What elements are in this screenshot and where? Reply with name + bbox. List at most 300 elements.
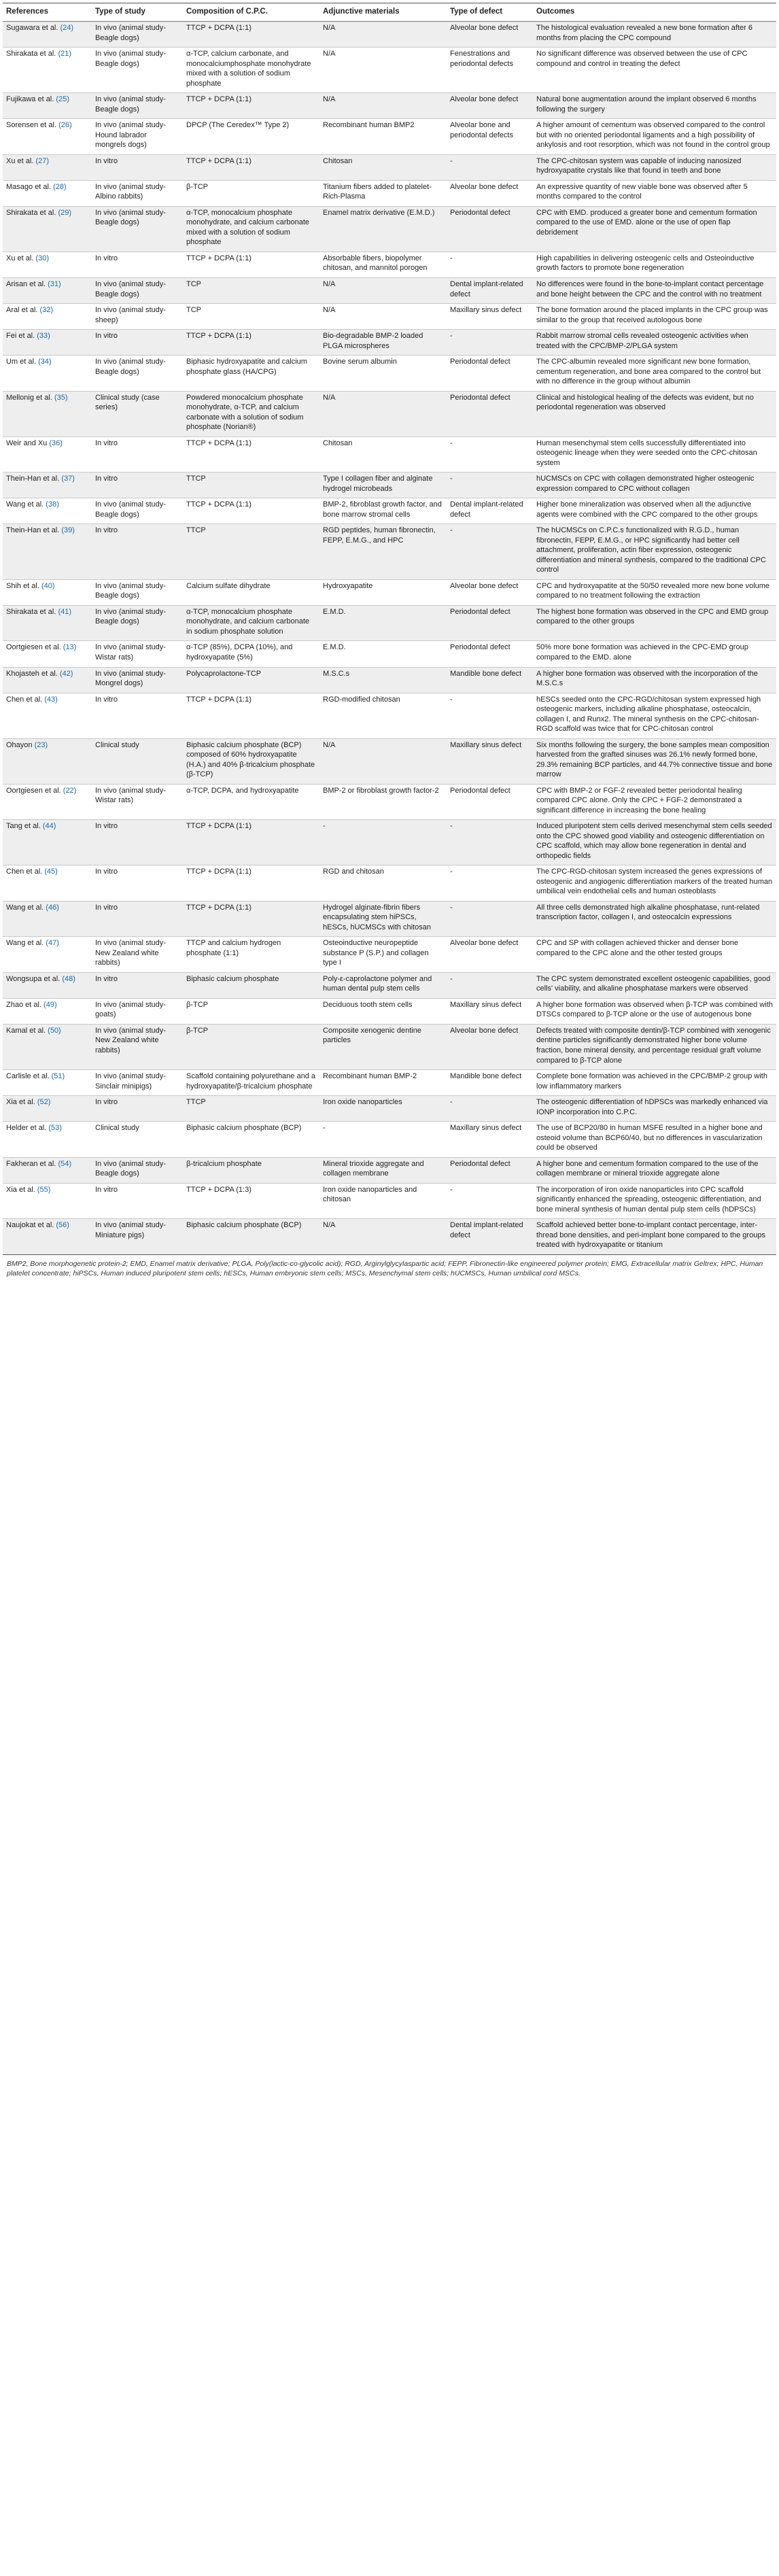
reference-cell [3, 1122, 92, 1158]
reference-author: Shirakata et al. [6, 607, 56, 616]
reference-link[interactable]: (52) [37, 1098, 51, 1107]
reference-link[interactable]: (41) [58, 607, 71, 616]
reference-author: Ohayon [6, 740, 33, 749]
reference-link[interactable]: (22) [63, 786, 77, 795]
composition-cell: Powdered monocalcium phosphate monohydrate, α-TCP, and calcium carbonate with a solution of sodium phosphate (Norian®) [183, 391, 319, 436]
reference-cell [3, 330, 92, 356]
type-of-defect-cell: Alveolar bone defect [447, 1024, 533, 1069]
reference-link[interactable]: (47) [46, 939, 59, 948]
type-of-defect-cell: Mandible bone defect [447, 1070, 533, 1096]
reference-link[interactable]: (30) [35, 254, 49, 262]
type-of-study-cell: Clinical study [92, 738, 183, 784]
reference-link[interactable]: (43) [44, 695, 58, 704]
type-of-study-cell: In vivo (animal study-Beagle dogs) [92, 278, 183, 304]
adjunctive-materials-cell: RGD and chitosan [319, 865, 447, 901]
adjunctive-materials-cell: E.M.D. [319, 641, 447, 667]
table-row [3, 1219, 776, 1255]
reference-cell [3, 1070, 92, 1096]
reference-author: Khojasteh et al. [6, 669, 58, 678]
header-references: References [3, 3, 92, 22]
table-row [3, 1183, 776, 1219]
reference-author: Sugawara et al. [6, 24, 58, 33]
composition-cell: Biphasic calcium phosphate [183, 972, 319, 998]
composition-cell: TTCP [183, 1096, 319, 1122]
reference-author: Arisan et al. [6, 280, 46, 288]
reference-link[interactable]: (38) [46, 500, 59, 509]
type-of-defect-cell: - [447, 1096, 533, 1122]
table-header-row [3, 3, 776, 22]
adjunctive-materials-cell: Composite xenogenic dentine particles [319, 1024, 447, 1069]
type-of-defect-cell: Alveolar bone defect [447, 22, 533, 48]
adjunctive-materials-cell: Enamel matrix derivative (E.M.D.) [319, 206, 447, 252]
type-of-defect-cell: Maxillary sinus defect [447, 998, 533, 1024]
table-row [3, 784, 776, 820]
reference-link[interactable]: (37) [61, 475, 75, 483]
composition-cell: Calcium sulfate dihydrate [183, 579, 319, 605]
adjunctive-materials-cell: Poly-ε-caprolactone polymer and human dental pulp stem cells [319, 972, 447, 998]
composition-cell: Biphasic hydroxyapatite and calcium phosphate glass (HA/CPG) [183, 356, 319, 392]
composition-cell: TTCP + DCPA (1:3) [183, 1183, 319, 1219]
outcome-cell: The osteogenic differentiation of hDPSCs was markedly enhanced via IONP incorporation into C.P.C. [533, 1096, 776, 1122]
outcome-cell: The CPC-chitosan system was capable of inducing nanosized hydroxyapatite crystals like that found in teeth and bone [533, 154, 776, 180]
type-of-defect-cell: Alveolar bone and periodontal defects [447, 119, 533, 155]
header-outcomes: Outcomes [533, 3, 776, 22]
type-of-study-cell: In vivo (animal study-Beagle dogs) [92, 498, 183, 524]
reference-author: Xia et al. [6, 1185, 35, 1194]
reference-cell [3, 1096, 92, 1122]
composition-cell: TTCP + DCPA (1:1) [183, 93, 319, 119]
reference-author: Um et al. [6, 358, 37, 366]
table-row [3, 641, 776, 667]
reference-author: Chen et al. [6, 695, 43, 704]
table-row [3, 119, 776, 155]
type-of-defect-cell: Mandible bone defect [447, 667, 533, 693]
reference-cell [3, 784, 92, 820]
reference-link[interactable]: (21) [58, 50, 71, 58]
reference-link[interactable]: (53) [48, 1124, 62, 1133]
reference-link[interactable]: (54) [58, 1159, 71, 1168]
outcome-cell: Natural bone augmentation around the implant observed 6 months following the surgery [533, 93, 776, 119]
table-row [3, 473, 776, 498]
type-of-defect-cell: Periodontal defect [447, 784, 533, 820]
reference-author: Thein-Han et al. [6, 475, 60, 483]
type-of-defect-cell: - [447, 1183, 533, 1219]
composition-cell: α-TCP, monocalcium phosphate monohydrate, and calcium carbonate in sodium phosphate solution [183, 605, 319, 641]
type-of-defect-cell: Fenestrations and periodontal defects [447, 48, 533, 93]
type-of-defect-cell: - [447, 972, 533, 998]
reference-link[interactable]: (26) [58, 121, 72, 130]
type-of-defect-cell: Alveolar bone defect [447, 93, 533, 119]
composition-cell: TTCP + DCPA (1:1) [183, 820, 319, 865]
outcome-cell: The bone formation around the placed implants in the CPC group was similar to the group that received autologous bone [533, 304, 776, 330]
reference-author: Wongsupa et al. [6, 974, 60, 983]
reference-author: Xu et al. [6, 156, 34, 165]
outcome-cell: A higher bone formation was observed when β-TCP was combined with DTSCs compared to β-TCP alone or the use of autogenous bone [533, 998, 776, 1024]
reference-cell [3, 1157, 92, 1183]
reference-author: Oortgiesen et al. [6, 643, 61, 652]
type-of-defect-cell: Dental implant-related defect [447, 1219, 533, 1255]
adjunctive-materials-cell: - [319, 1122, 447, 1158]
type-of-study-cell: In vivo (animal study-goats) [92, 998, 183, 1024]
outcome-cell: A higher amount of cementum was observed compared to the control but with no oriented periodontal ligaments and a high possibility of ankylosis and root resorption, which was not found in the control group [533, 119, 776, 155]
reference-link[interactable]: (48) [62, 974, 75, 983]
table-row [3, 1122, 776, 1158]
outcome-cell: Complete bone formation was achieved in the CPC/BMP-2 group with low inflammatory markers [533, 1070, 776, 1096]
reference-author: Fei et al. [6, 332, 35, 341]
outcome-cell: A higher bone formation was observed with the incorporation of the M.S.C.s [533, 667, 776, 693]
table-row [3, 937, 776, 973]
table-row [3, 901, 776, 937]
reference-link[interactable]: (33) [37, 332, 50, 341]
table-row [3, 1070, 776, 1096]
reference-cell [3, 48, 92, 93]
type-of-defect-cell: - [447, 252, 533, 277]
reference-author: Wang et al. [6, 500, 44, 509]
type-of-study-cell: In vitro [92, 252, 183, 277]
composition-cell: TCP [183, 304, 319, 330]
reference-link[interactable]: (55) [37, 1185, 51, 1194]
outcome-cell: The CPC system demonstrated excellent osteogenic capabilities, good cells' viability, and alkaline phosphatase markers were observed [533, 972, 776, 998]
adjunctive-materials-cell: Bovine serum albumin [319, 356, 447, 392]
outcome-cell: Clinical and histological healing of the defects was evident, but no periodontal regeneration was observed [533, 391, 776, 436]
table-row [3, 436, 776, 473]
adjunctive-materials-cell: Mineral trioxide aggregate and collagen membrane [319, 1157, 447, 1183]
adjunctive-materials-cell: Hydroxyapatite [319, 579, 447, 605]
reference-author: Thein-Han et al. [6, 526, 60, 535]
type-of-defect-cell: Periodontal defect [447, 641, 533, 667]
outcome-cell: No significant difference was observed between the use of CPC compound and control in treating the defect [533, 48, 776, 93]
reference-link[interactable]: (49) [44, 1000, 57, 1009]
adjunctive-materials-cell: M.S.C.s [319, 667, 447, 693]
reference-cell [3, 998, 92, 1024]
type-of-study-cell: In vivo (animal study-sheep) [92, 304, 183, 330]
adjunctive-materials-cell: N/A [319, 391, 447, 436]
type-of-defect-cell: Periodontal defect [447, 356, 533, 392]
reference-cell [3, 693, 92, 738]
reference-author: Masago et al. [6, 182, 52, 191]
type-of-defect-cell: - [447, 693, 533, 738]
adjunctive-materials-cell: Absorbable fibers, biopolymer chitosan, and mannitol porogen [319, 252, 447, 277]
type-of-study-cell: In vivo (animal study-Beagle dogs) [92, 48, 183, 93]
adjunctive-materials-cell: BMP-2 or fibroblast growth factor-2 [319, 784, 447, 820]
type-of-defect-cell: Maxillary sinus defect [447, 1122, 533, 1158]
reference-link[interactable]: (36) [49, 439, 63, 447]
outcome-cell: Scaffold achieved better bone-to-implant contact percentage, inter-thread bone densities, and peri-implant bone compared to the groups treated with hydroxyapatite or titanium [533, 1219, 776, 1255]
composition-cell: TTCP + DCPA (1:1) [183, 22, 319, 48]
reference-cell [3, 937, 92, 973]
type-of-defect-cell: - [447, 524, 533, 580]
adjunctive-materials-cell: Type I collagen fiber and alginate hydrogel microbeads [319, 473, 447, 498]
type-of-study-cell: In vitro [92, 154, 183, 180]
adjunctive-materials-cell: Osteoinductive neuropeptide substance P (S.P.) and collagen type I [319, 937, 447, 973]
reference-author: Xia et al. [6, 1098, 35, 1107]
type-of-study-cell: In vitro [92, 972, 183, 998]
table-row [3, 304, 776, 330]
adjunctive-materials-cell: N/A [319, 48, 447, 93]
table-footnote: BMP2, Bone morphogenetic protein-2; EMD, Enamel matrix derivative; PLGA, Poly(lactic-co-glycolic acid); RGD, Arginylglycylaspartic acid; FEPP, Fibronectin-like engineered polymer protein; EMG, Extracellular matrix Geltrex; HPC, Human platelet concentrate; hiPSCs, Human induced pluripotent stem cells; hESCs, Human embryonic stem cells; MSCs, Mesenchymal stem cells; hUCMSCs, Human umbilical cord MSCs. [7, 1259, 763, 1277]
composition-cell: Scaffold containing polyurethane and a hydroxyapatite/β-tricalcium phosphate [183, 1070, 319, 1096]
composition-cell: TTCP [183, 473, 319, 498]
table-row [3, 391, 776, 436]
reference-author: Wang et al. [6, 939, 44, 948]
type-of-study-cell: In vivo (animal study-Sinclair minipigs) [92, 1070, 183, 1096]
composition-cell: TCP [183, 278, 319, 304]
type-of-defect-cell: Periodontal defect [447, 605, 533, 641]
reference-author: Shirakata et al. [6, 50, 56, 58]
type-of-study-cell: In vitro [92, 865, 183, 901]
outcome-cell: No differences were found in the bone-to-implant contact percentage and bone height between the CPC and the control with no treatment [533, 278, 776, 304]
adjunctive-materials-cell: Iron oxide nanoparticles [319, 1096, 447, 1122]
table-row [3, 667, 776, 693]
type-of-study-cell: In vitro [92, 436, 183, 473]
reference-link[interactable]: (32) [39, 306, 54, 315]
reference-link[interactable]: (24) [60, 24, 74, 33]
type-of-study-cell: In vivo (animal study-Beagle dogs) [92, 22, 183, 48]
reference-author: Shih et al. [6, 581, 39, 590]
table-body [3, 22, 776, 1255]
adjunctive-materials-cell: RGD peptides, human fibronectin, FEPP, E.M.G., and HPC [319, 524, 447, 580]
table-row [3, 330, 776, 356]
outcome-cell: The CPC-albumin revealed more significant new bone formation, cementum regeneration, and bone area compared to the control but with no difference in the group without albumin [533, 356, 776, 392]
table-row [3, 154, 776, 180]
reference-author: Aral et al. [6, 306, 38, 315]
outcome-cell: A higher bone and cementum formation compared to the use of the collagen membrane or mineral trioxide aggregate alone [533, 1157, 776, 1183]
composition-cell: TTCP and calcium hydrogen phosphate (1:1) [183, 937, 319, 973]
composition-cell: β-tricalcium phosphate [183, 1157, 319, 1183]
type-of-study-cell: In vivo (animal study-Albino rabbits) [92, 180, 183, 206]
type-of-defect-cell: Periodontal defect [447, 391, 533, 436]
adjunctive-materials-cell: Recombinant human BMP2 [319, 119, 447, 155]
outcome-cell: An expressive quantity of new viable bone was observed after 5 months compared to the control [533, 180, 776, 206]
reference-author: Chen et al. [6, 868, 43, 876]
reference-cell [3, 206, 92, 252]
composition-cell: α-TCP, monocalcium phosphate monohydrate, and calcium carbonate mixed with a solution of sodium phosphate [183, 206, 319, 252]
adjunctive-materials-cell: N/A [319, 1219, 447, 1255]
header-composition: Composition of C.P.C. [183, 3, 319, 22]
type-of-study-cell: In vivo (animal study-Beagle dogs) [92, 93, 183, 119]
adjunctive-materials-cell: N/A [319, 93, 447, 119]
reference-link[interactable]: (27) [35, 156, 49, 165]
reference-cell [3, 119, 92, 155]
reference-author: Fakheran et al. [6, 1159, 56, 1168]
reference-cell [3, 436, 92, 473]
table-row [3, 605, 776, 641]
reference-cell [3, 1024, 92, 1069]
outcome-cell: Rabbit marrow stromal cells revealed osteogenic activities when treated with the CPC/BMP-2/PLGA system [533, 330, 776, 356]
adjunctive-materials-cell: Titanium fibers added to platelet-Rich-Plasma [319, 180, 447, 206]
outcome-cell: The hUCMSCs on C.P.C.s functionalized with R.G.D., human fibronectin, FEPP, E.M.G., or HPC significantly had better cell attachment, proliferation, actin fiber expression, osteogenic differentiation and mineral synthesis, compared to the traditional CPC control [533, 524, 776, 580]
type-of-study-cell: In vitro [92, 901, 183, 937]
header-type-of-study: Type of study [92, 3, 183, 22]
reference-cell [3, 304, 92, 330]
type-of-study-cell: In vivo (animal study-New Zealand white rabbits) [92, 937, 183, 973]
type-of-study-cell: In vivo (animal study-Beagle dogs) [92, 1157, 183, 1183]
composition-cell: α-TCP, DCPA, and hydroxyapatite [183, 784, 319, 820]
composition-cell: TTCP + DCPA (1:1) [183, 901, 319, 937]
table-row [3, 252, 776, 277]
outcome-cell: The use of BCP20/80 in human MSFE resulted in a higher bone and osteoid volume than BCP60/40, but no differences in vascularization could be observed [533, 1122, 776, 1158]
outcome-cell: Higher bone mineralization was observed when all the adjunctive agents were combined with the CPC compared to the other groups [533, 498, 776, 524]
type-of-study-cell: In vitro [92, 1183, 183, 1219]
outcome-cell: 50% more bone formation was achieved in the CPC-EMD group compared to the EMD. alone [533, 641, 776, 667]
composition-cell: Polycaprolactone-TCP [183, 667, 319, 693]
reference-link[interactable]: (56) [56, 1221, 69, 1230]
type-of-defect-cell: - [447, 436, 533, 473]
type-of-study-cell: In vivo (animal study-Mongrel dogs) [92, 667, 183, 693]
composition-cell: β-TCP [183, 180, 319, 206]
type-of-study-cell: In vivo (animal study-Miniature pigs) [92, 1219, 183, 1255]
reference-cell [3, 154, 92, 180]
reference-author: Naujokat et al. [6, 1221, 54, 1230]
composition-cell: β-TCP [183, 1024, 319, 1069]
outcome-cell: The highest bone formation was observed in the CPC and EMD group compared to the other groups [533, 605, 776, 641]
composition-cell: TTCP + DCPA (1:1) [183, 154, 319, 180]
reference-cell [3, 667, 92, 693]
outcome-cell: Human mesenchymal stem cells successfully differentiated into osteogenic lineage when they were seeded onto the CPC-chitosan system [533, 436, 776, 473]
outcome-cell: CPC with BMP-2 or FGF-2 revealed better periodontal healing compared CPC alone. Only the CPC + FGF-2 demonstrated a significant difference in increasing the bone healing [533, 784, 776, 820]
reference-link[interactable]: (39) [61, 526, 75, 535]
type-of-defect-cell: - [447, 865, 533, 901]
reference-link[interactable]: (28) [53, 182, 67, 191]
type-of-defect-cell: - [447, 473, 533, 498]
composition-cell: TTCP + DCPA (1:1) [183, 693, 319, 738]
composition-cell: α-TCP, calcium carbonate, and monocalciumphosphate monohydrate mixed with a solution of sodium phosphate [183, 48, 319, 93]
composition-cell: TTCP [183, 524, 319, 580]
header-adjunctive-materials: Adjunctive materials [319, 3, 447, 22]
type-of-study-cell: In vivo (animal study-New Zealand white rabbits) [92, 1024, 183, 1069]
outcome-cell: CPC with EMD. produced a greater bone and cementum formation compared to the use of EMD. alone or the use of open flap debridement [533, 206, 776, 252]
outcome-cell: High capabilities in delivering osteogenic cells and Osteoinductive growth factors to promote bone regeneration [533, 252, 776, 277]
outcome-cell: CPC and hydroxyapatite at the 50/50 revealed more new bone volume compared to no treatment following the extraction [533, 579, 776, 605]
composition-cell: α-TCP (85%), DCPA (10%), and hydroxyapatite (5%) [183, 641, 319, 667]
adjunctive-materials-cell: Iron oxide nanoparticles and chitosan [319, 1183, 447, 1219]
reference-cell [3, 524, 92, 580]
reference-author: Sorensen et al. [6, 121, 56, 130]
type-of-defect-cell: Periodontal defect [447, 206, 533, 252]
type-of-study-cell: In vivo (animal study-Wistar rats) [92, 784, 183, 820]
reference-author: Zhao et al. [6, 1000, 41, 1009]
outcome-cell: Six months following the surgery, the bone samples mean composition harvested from the grafted sinuses was 26.1% newly formed bone, 29.3% remaining BCP particles, and 44.7% connective tissue and bone marrow [533, 738, 776, 784]
adjunctive-materials-cell: E.M.D. [319, 605, 447, 641]
reference-link[interactable]: (25) [56, 95, 69, 104]
type-of-study-cell: In vivo (animal study-Hound labrador mongrels dogs) [92, 119, 183, 155]
type-of-study-cell: Clinical study (case series) [92, 391, 183, 436]
type-of-defect-cell: - [447, 901, 533, 937]
reference-link[interactable]: (34) [38, 358, 52, 366]
outcome-cell: The CPC-RGD-chitosan system increased the genes expressions of osteogenic and angiogenic differentiation markers of the treated human umbilical vein endothelial cells and human osteoblasts [533, 865, 776, 901]
type-of-study-cell: In vivo (animal study-Wistar rats) [92, 641, 183, 667]
reference-link[interactable]: (23) [34, 740, 48, 749]
reference-author: Mellonig et al. [6, 393, 52, 402]
adjunctive-materials-cell: - [319, 820, 447, 865]
reference-link[interactable]: (45) [44, 868, 58, 876]
reference-cell [3, 1183, 92, 1219]
adjunctive-materials-cell: BMP-2, fibroblast growth factor, and bone marrow stromal cells [319, 498, 447, 524]
adjunctive-materials-cell: Recombinant human BMP-2 [319, 1070, 447, 1096]
reference-cell [3, 252, 92, 277]
table-row [3, 693, 776, 738]
composition-cell: TTCP + DCPA (1:1) [183, 330, 319, 356]
adjunctive-materials-cell: Chitosan [319, 154, 447, 180]
reference-link[interactable]: (31) [48, 280, 61, 288]
composition-cell: TTCP + DCPA (1:1) [183, 498, 319, 524]
reference-link[interactable]: (51) [51, 1072, 65, 1081]
table-row [3, 48, 776, 93]
table-row [3, 498, 776, 524]
composition-cell: Biphasic calcium phosphate (BCP) composed of 60% hydroxyapatite (H.A.) and 40% β-tricalcium phosphate (β-TCP) [183, 738, 319, 784]
reference-author: Xu et al. [6, 254, 34, 262]
type-of-study-cell: In vitro [92, 820, 183, 865]
reference-cell [3, 901, 92, 937]
table-row [3, 93, 776, 119]
type-of-defect-cell: Periodontal defect [447, 1157, 533, 1183]
table-row [3, 524, 776, 580]
composition-cell: TTCP + DCPA (1:1) [183, 436, 319, 473]
type-of-defect-cell: - [447, 330, 533, 356]
reference-cell [3, 738, 92, 784]
reference-cell [3, 865, 92, 901]
composition-cell: Biphasic calcium phosphate (BCP) [183, 1122, 319, 1158]
type-of-study-cell: Clinical study [92, 1122, 183, 1158]
composition-cell: TTCP + DCPA (1:1) [183, 865, 319, 901]
table-container [0, 0, 779, 1278]
header-type-of-defect: Type of defect [447, 3, 533, 22]
type-of-defect-cell: - [447, 820, 533, 865]
table-row [3, 972, 776, 998]
type-of-study-cell: In vitro [92, 524, 183, 580]
reference-author: Helder et al. [6, 1124, 47, 1133]
reference-author: Oortgiesen et al. [6, 786, 61, 795]
reference-link[interactable]: (50) [48, 1026, 61, 1035]
adjunctive-materials-cell: N/A [319, 304, 447, 330]
reference-link[interactable]: (13) [63, 643, 77, 652]
adjunctive-materials-cell: Hydrogel alginate-fibrin fibers encapsulating stem hiPSCs, hESCs, hUCMSCs with chitosan [319, 901, 447, 937]
table-row [3, 1157, 776, 1183]
reference-link[interactable]: (35) [54, 393, 68, 402]
adjunctive-materials-cell: N/A [319, 278, 447, 304]
reference-author: Kamal et al. [6, 1026, 46, 1035]
composition-cell: TTCP + DCPA (1:1) [183, 252, 319, 277]
outcome-cell: The incorporation of iron oxide nanoparticles into CPC scaffold significantly enhanced the spreading, osteogenic differentiation, and bone mineral synthesis of human dental pulp stem cells (hDPSCs) [533, 1183, 776, 1219]
reference-cell [3, 605, 92, 641]
composition-cell: DPCP (The Ceredex™ Type 2) [183, 119, 319, 155]
reference-cell [3, 1219, 92, 1255]
outcome-cell: The histological evaluation revealed a new bone formation after 6 months from placing the CPC compound [533, 22, 776, 48]
reference-link[interactable]: (40) [41, 581, 55, 590]
reference-author: Weir and Xu [6, 439, 48, 447]
adjunctive-materials-cell: Chitosan [319, 436, 447, 473]
reference-cell [3, 820, 92, 865]
reference-link[interactable]: (29) [58, 208, 71, 217]
reference-cell [3, 278, 92, 304]
type-of-defect-cell: Dental implant-related defect [447, 498, 533, 524]
reference-link[interactable]: (46) [46, 903, 59, 912]
reference-link[interactable]: (42) [59, 669, 73, 678]
type-of-study-cell: In vitro [92, 693, 183, 738]
adjunctive-materials-cell: Deciduous tooth stem cells [319, 998, 447, 1024]
reference-cell [3, 180, 92, 206]
reference-cell [3, 391, 92, 436]
table-row [3, 998, 776, 1024]
type-of-defect-cell: - [447, 154, 533, 180]
reference-link[interactable]: (44) [42, 822, 56, 831]
type-of-defect-cell: Maxillary sinus defect [447, 738, 533, 784]
outcome-cell: hUCMSCs on CPC with collagen demonstrated higher osteogenic expression compared to CPC without collagen [533, 473, 776, 498]
type-of-study-cell: In vivo (animal study-Beagle dogs) [92, 605, 183, 641]
reference-cell [3, 473, 92, 498]
reference-cell [3, 22, 92, 48]
table-row [3, 738, 776, 784]
